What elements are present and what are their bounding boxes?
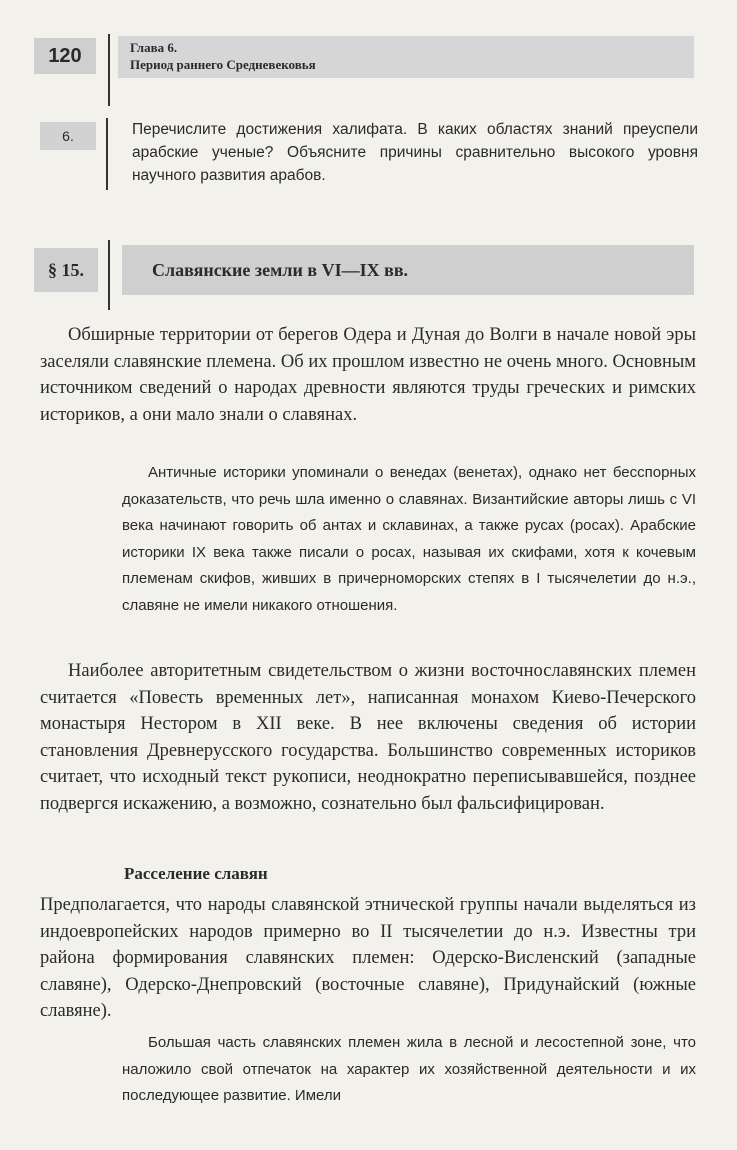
page-number: 120 bbox=[34, 38, 96, 74]
subheading: Расселение славян bbox=[124, 864, 268, 883]
chapter-number: Глава 6. bbox=[130, 40, 178, 55]
paragraph-settlement: Предполагается, что народы славянской этнической группы начали выделяться из индоевропейских народов примерно во II тысячелетии до н.э. Известны три района формирования славянских племен: Одерско-Висленский (западные славяне), Одерско-Днепровский (восточные славяне), Придунайский (южные славяне). bbox=[40, 895, 696, 1021]
question-text: Перечислите достижения халифата. В каких областях знаний преуспели арабские ученые? Объясните причины сравнительно высокого уровня научного развития арабов. bbox=[132, 121, 698, 184]
chapter-header bbox=[118, 36, 694, 78]
paragraph-chronicle: Наиболее авторитетным свидетельством о жизни восточнославянских племен считается «Повесть временных лет», написанная монахом Киево-Печерского монастыря Нестором в XII веке. В нее включены сведения об истории становления Древнерусского государства. Большинство современных историков считает, что исходный текст рукописи, неоднократно переписывавшейся, позднее подвергся искажению, а возможно, сознательно был фальсифицирован. bbox=[40, 661, 696, 814]
question-divider bbox=[106, 118, 108, 190]
paragraph-sources: Античные историки упоминали о венедах (венетах), однако нет бесспорных доказательств, что речь шла именно о славянах. Византийские авторы лишь с VI века начинают говорить об антах и склавинах, а также русах (росах). Арабские историки IX века также писали о росах, называя их скифами, хотя к кочевым племенам скифов, живших в причерноморских степях в I тысячелетии до н.э., славяне не имели никакого отношения. bbox=[122, 464, 696, 614]
paragraph-intro: Обширные территории от берегов Одера и Дуная до Волги в начале новой эры заселяли славянские племена. Об их прошлом известно не очень много. Основным источником сведений о народах древности являются труды греческих и римских историков, а они мало знали о славянах. bbox=[40, 325, 696, 425]
section-number: § 15. bbox=[34, 248, 98, 292]
section-divider bbox=[108, 240, 110, 310]
paragraph-economy: Большая часть славянских племен жила в лесной и лесостепной зоне, что наложило свой отпечаток на характер их хозяйственной деятельности и их последующее развитие. Имели bbox=[122, 1034, 696, 1104]
header-divider bbox=[108, 34, 110, 106]
chapter-title: Период раннего Средневековья bbox=[130, 57, 316, 72]
question-number: 6. bbox=[40, 122, 96, 150]
section-title: Славянские земли в VI—IX вв. bbox=[122, 245, 694, 295]
